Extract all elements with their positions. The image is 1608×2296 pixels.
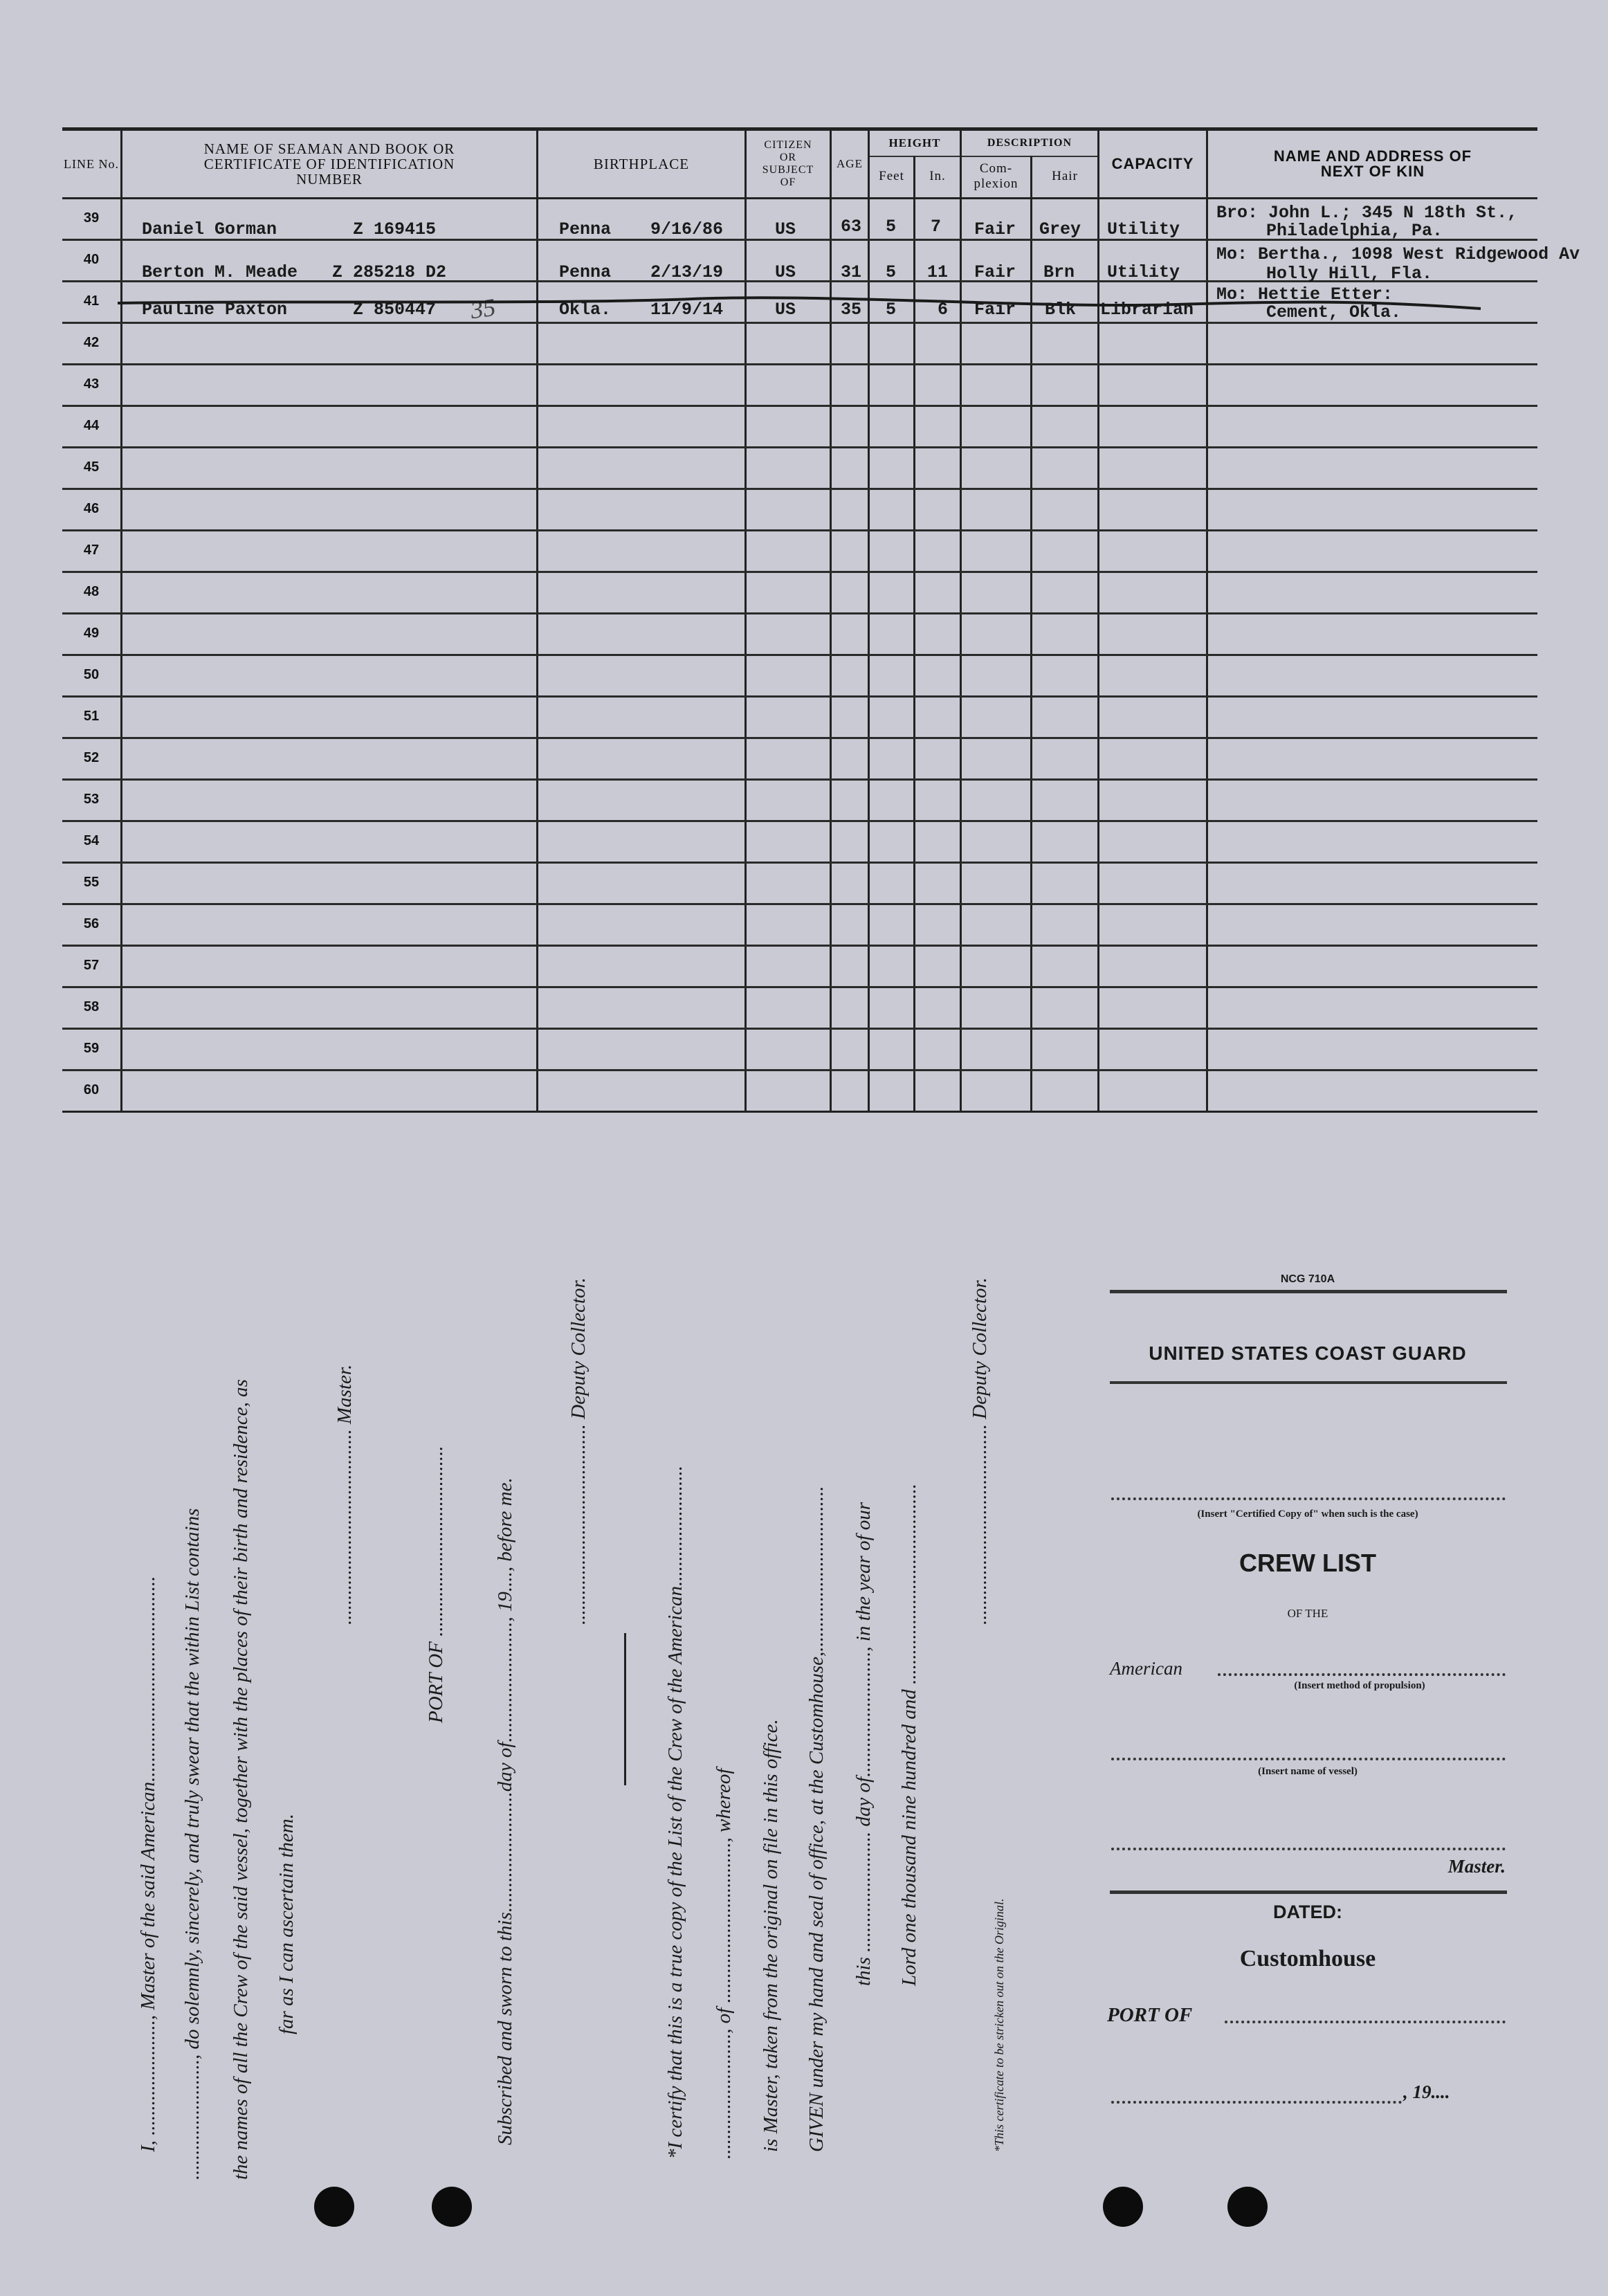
affidavit-deputy-collector-1: ........................................ Deputy Collector. [567, 1277, 590, 1625]
line-number: 46 [83, 501, 100, 516]
line-number: 49 [83, 626, 100, 641]
affidavit-master-line: ....................................... Master. [334, 1364, 356, 1625]
line-number: 56 [83, 916, 100, 931]
affidavit-port-of: PORT OF ...................................... [425, 1446, 447, 1723]
certified-copy-line [1111, 1497, 1506, 1500]
crew-list-title: CREW LIST [1239, 1549, 1376, 1577]
form-number: NCG 710A [1280, 1273, 1335, 1285]
header-age: AGE [837, 157, 863, 170]
table-row [62, 446, 1537, 490]
line-number: 53 [83, 792, 100, 807]
entry-age: 31 [841, 262, 862, 282]
line-number: 59 [83, 1041, 100, 1056]
entry-citizen: US [775, 219, 796, 239]
master-name-line [1111, 1848, 1506, 1850]
affidavit-line-3: the names of all the Crew of the said vessel, together with the places of their birth and residence, as [230, 1379, 252, 2180]
entry-kin-line1: Mo: Bertha., 1098 West Ridgewood Av [1216, 244, 1580, 264]
propulsion-line [1218, 1673, 1506, 1676]
line-number: 44 [83, 418, 100, 433]
header-citizen: CITIZEN OR SUBJECT OF [762, 139, 814, 188]
insert-propulsion-note: (Insert method of propulsion) [1294, 1680, 1425, 1691]
table-row [62, 778, 1537, 822]
header-birthplace: BIRTHPLACE [593, 156, 690, 172]
year-label: , 19.... [1403, 2081, 1450, 2102]
line-number: 54 [83, 833, 100, 848]
entry-kin-line2: Holly Hill, Fla. [1266, 264, 1433, 284]
header-seaman-name: NAME OF SEAMAN AND BOOK OR CERTIFICATE OF IDENTIFICATION NUMBER [203, 140, 455, 188]
header-feet: Feet [879, 169, 904, 183]
entry-birthplace: Penna [559, 219, 612, 239]
line-number: 43 [83, 376, 100, 392]
entry-kin-line1: Mo: Hettie Etter: [1216, 284, 1394, 304]
entry-kin-line1: Bro: John L.; 345 N 18th St., [1216, 203, 1518, 223]
of-the-label: OF THE [1287, 1607, 1328, 1620]
entry-birthdate: 9/16/86 [650, 219, 724, 239]
header-next-of-kin: NAME AND ADDRESS OF NEXT OF KIN [1273, 147, 1472, 180]
table-row [62, 654, 1537, 698]
cover-master-label: Master. [1447, 1856, 1506, 1877]
entry-cert: Z 850447 [353, 300, 437, 320]
divider-bar [624, 1633, 626, 1785]
table-row [62, 1028, 1537, 1071]
line-number: 41 [83, 293, 100, 309]
dated-label: DATED: [1273, 1902, 1342, 1922]
american-label: American [1110, 1658, 1182, 1679]
table-row [62, 571, 1537, 614]
insert-certified-note: (Insert "Certified Copy of" when such is the case) [1197, 1509, 1418, 1520]
entry-kin-line2: Cement, Okla. [1266, 302, 1402, 322]
entry-birthplace: Penna [559, 262, 612, 282]
line-number: 55 [83, 875, 100, 890]
affidavit-is-master: is Master, taken from the original on file in this office. [760, 1719, 782, 2152]
table-row [62, 488, 1537, 531]
cover-agency-rule [1110, 1381, 1507, 1384]
vessel-name-line [1111, 1758, 1506, 1760]
affidavit-of-whereof: ........................., of ................................, whereof [713, 1768, 735, 2159]
entry-feet: 5 [886, 217, 897, 237]
punch-hole [1227, 2187, 1268, 2227]
table-row [62, 1069, 1537, 1111]
line-number: 52 [83, 750, 100, 765]
entry-kin-line2: Philadelphia, Pa. [1266, 221, 1443, 241]
entry-inches: 11 [927, 262, 949, 282]
punch-hole [314, 2187, 354, 2227]
entry-complexion: Fair [974, 262, 1016, 282]
header-capacity: CAPACITY [1111, 155, 1194, 172]
entry-birthdate: 11/9/14 [650, 300, 724, 320]
entry-hair: Grey [1039, 219, 1081, 239]
entry-age: 35 [841, 300, 862, 320]
entry-hair: Brn [1043, 262, 1075, 282]
date-line [1111, 2101, 1402, 2104]
entry-name: Pauline Paxton [142, 300, 288, 320]
header-height: HEIGHT [888, 136, 941, 149]
table-row [62, 945, 1537, 988]
table-row [62, 862, 1537, 905]
cover-mid-rule [1110, 1890, 1507, 1894]
line-number: 48 [83, 584, 100, 599]
entry-feet: 5 [886, 300, 897, 320]
line-number: 60 [83, 1082, 100, 1097]
entry-name: Berton M. Meade [142, 262, 298, 282]
table-row [62, 529, 1537, 573]
entry-name: Daniel Gorman [142, 219, 277, 239]
table-row [62, 612, 1537, 656]
header-line-no: LINE No. [64, 157, 119, 171]
cover-port-of-label: PORT OF [1107, 2004, 1193, 2026]
affidavit-subscribed: Subscribed and sworn to this........................day of........................, 19...., before me. [494, 1477, 516, 2145]
entry-complexion: Fair [974, 300, 1016, 320]
margin-note: 35 [468, 293, 497, 325]
line-number: 47 [83, 543, 100, 558]
entry-birthplace: Okla. [559, 300, 612, 320]
table-row [62, 986, 1537, 1030]
table-row [62, 820, 1537, 864]
entry-feet: 5 [886, 262, 897, 282]
entry-citizen: US [775, 262, 796, 282]
punch-hole [1103, 2187, 1143, 2227]
entry-cert: Z 169415 [353, 219, 437, 239]
affidavit-footnote: *This certificate to be stricken out on the Original. [992, 1898, 1006, 2152]
header-complexion: Com- plexion [974, 161, 1018, 191]
line-number: 50 [83, 667, 100, 682]
table-row [62, 737, 1537, 781]
table-row [62, 903, 1537, 947]
cover-top-rule [1110, 1290, 1507, 1293]
affidavit-line-1: I, ......................., Master of the said American......................................... [137, 1576, 159, 2152]
header-inches: In. [929, 169, 946, 183]
line-number: 45 [83, 459, 100, 475]
entry-age: 63 [841, 217, 862, 237]
insert-vessel-note: (Insert name of vessel) [1258, 1766, 1358, 1777]
affidavit-certify: *I certify that this is a true copy of the List of the Crew of the American........................ [664, 1465, 686, 2159]
port-line [1225, 2021, 1506, 2023]
table-row [62, 695, 1537, 739]
entry-capacity: Utility [1107, 262, 1180, 282]
line-number: 42 [83, 335, 100, 350]
affidavit-lord: Lord one thousand nine hundred and ........................................ [898, 1483, 920, 1986]
line-number: 40 [83, 252, 100, 267]
strikethrough-line [0, 0, 1608, 415]
entry-birthdate: 2/13/19 [650, 262, 724, 282]
agency-title: UNITED STATES COAST GUARD [1149, 1342, 1467, 1364]
entry-complexion: Fair [974, 219, 1016, 239]
customhouse-label: Customhouse [1239, 1946, 1376, 1971]
affidavit-given: GIVEN under my hand and seal of office, at the Customhouse,................................. [805, 1486, 828, 2152]
affidavit-this-day: this ........................ day of........................., in the year of our [852, 1502, 875, 1986]
header-description: DESCRIPTION [987, 137, 1072, 149]
entry-capacity: Librarian [1100, 300, 1194, 320]
line-number: 51 [83, 709, 100, 724]
affidavit-line-4: far as I can ascertain them. [275, 1814, 298, 2034]
entry-cert: Z 285218 D2 [332, 262, 447, 282]
entry-inches: 6 [938, 300, 949, 320]
entry-inches: 7 [931, 217, 942, 237]
entry-capacity: Utility [1107, 219, 1180, 239]
line-number: 58 [83, 999, 100, 1014]
affidavit-line-2: ........................, do solemnly, sincerely, and truly swear that the within List contains [181, 1508, 203, 2180]
header-hair: Hair [1052, 169, 1078, 183]
punch-hole [432, 2187, 472, 2227]
entry-hair: Blk [1045, 300, 1077, 320]
affidavit-deputy-collector-2: ........................................ Deputy Collector. [969, 1277, 991, 1625]
line-number: 57 [83, 958, 100, 973]
entry-citizen: US [775, 300, 796, 320]
line-number: 39 [83, 210, 100, 226]
